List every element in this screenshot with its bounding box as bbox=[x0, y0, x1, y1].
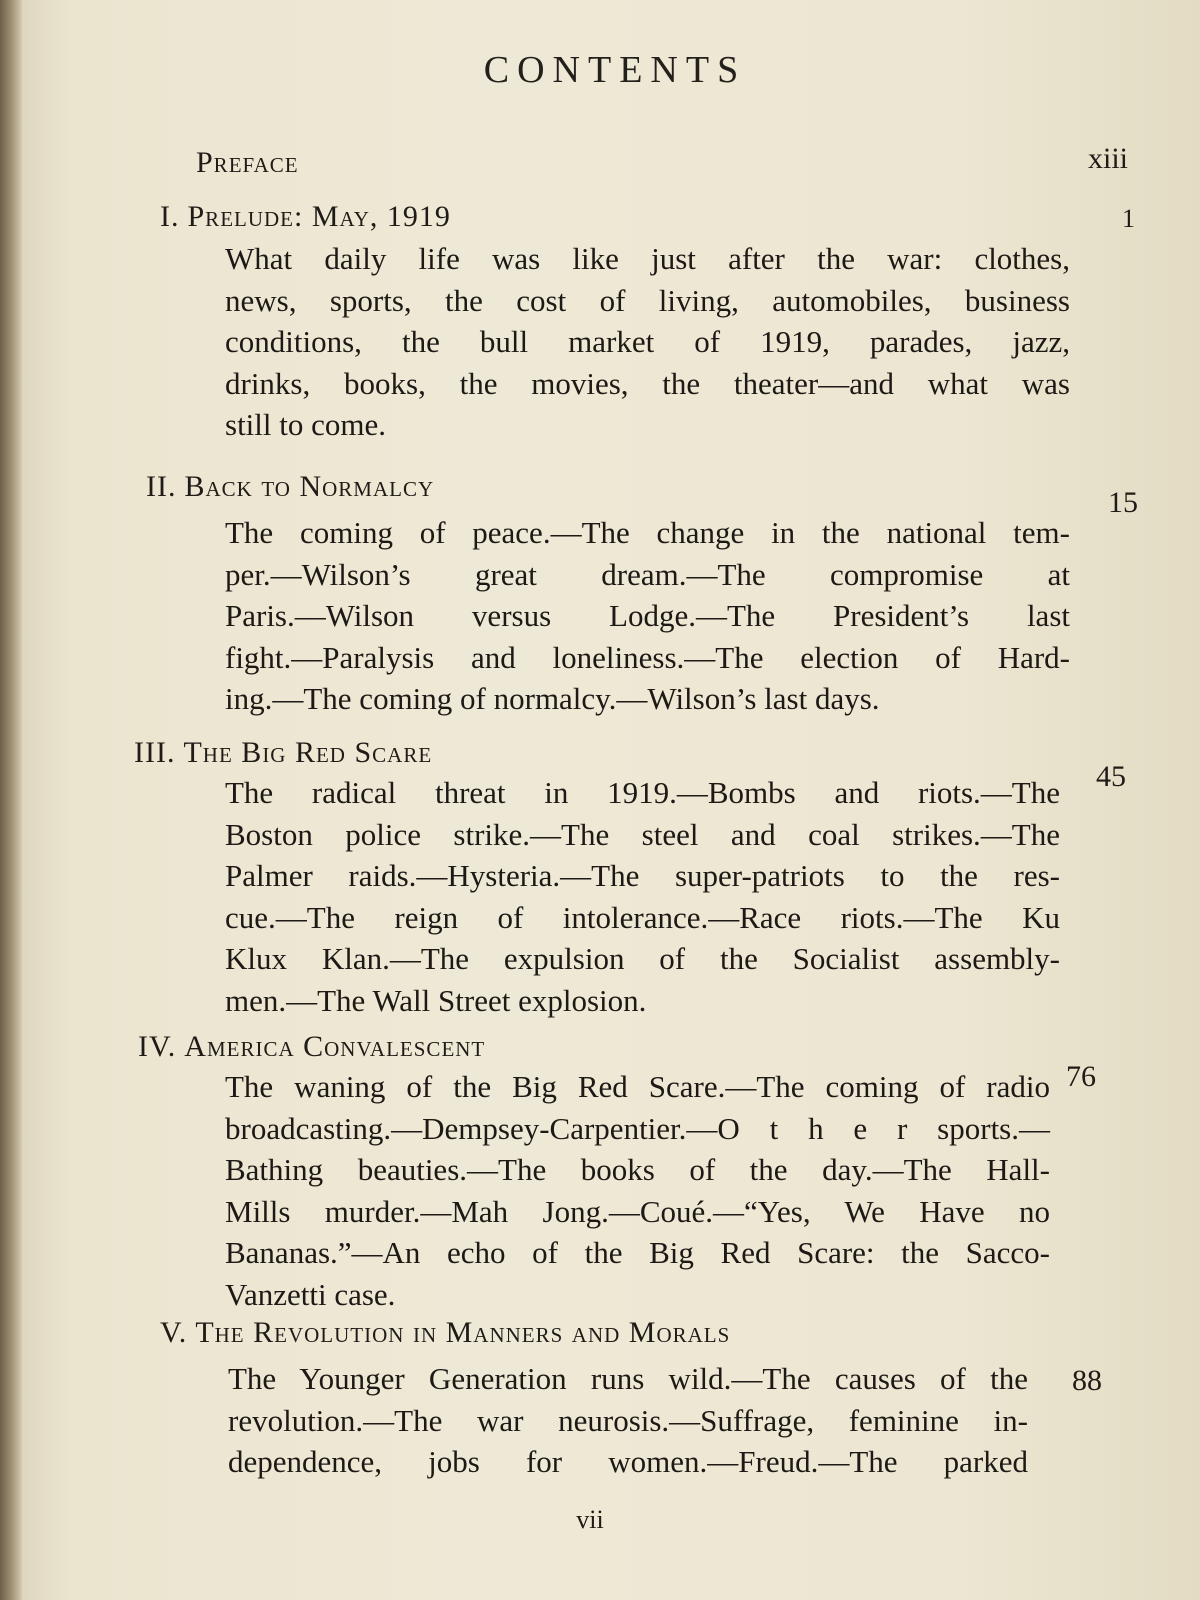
chapter-5-summary-line: dependence, jobs for women.—Freud.—The parked bbox=[228, 1444, 1028, 1479]
chapter-3-summary-line: Palmer raids.—Hysteria.—The super-patriots to the res- bbox=[225, 858, 1060, 893]
chapter-5-heading bbox=[160, 1316, 730, 1350]
chapter-4-title: America Convalescent bbox=[184, 1030, 486, 1063]
chapter-4-page-number: 76 bbox=[1066, 1060, 1096, 1093]
chapter-4-summary-line: Vanzetti case. bbox=[225, 1276, 396, 1312]
page-title: CONTENTS bbox=[483, 49, 747, 91]
chapter-4-summary-line: broadcasting.—Dempsey-Carpentier.—O t h e r sports.— bbox=[225, 1110, 1050, 1146]
chapter-5-summary-line: The Younger Generation runs wild.—The causes of the bbox=[228, 1361, 1028, 1396]
chapter-2-summary-line: The coming of peace.—The change in the national tem- bbox=[225, 515, 1070, 550]
chapter-5-page-number: 88 bbox=[1072, 1364, 1102, 1397]
chapter-5-summary-line: revolution.—The war neurosis.—Suffrage, feminine in- bbox=[228, 1402, 1028, 1438]
chapter-3-title: The Big Red Scare bbox=[183, 736, 433, 769]
chapter-4-summary-line: Mills murder.—Mah Jong.—Coué.—“Yes, We Have no bbox=[225, 1193, 1050, 1229]
chapter-2-title: Back to Normalcy bbox=[184, 470, 435, 503]
chapter-5-title: The Revolution in Manners and Morals bbox=[195, 1316, 731, 1349]
chapter-1-summary-line: drinks, books, the movies, the theater—and what was bbox=[225, 365, 1070, 401]
chapter-1-title: Prelude: May, 1919 bbox=[187, 200, 451, 233]
page-folio: vii bbox=[576, 1505, 604, 1534]
chapter-3-page-number: 45 bbox=[1096, 760, 1126, 793]
chapter-5-summary bbox=[228, 1358, 1028, 1483]
chapter-2-page-number: 15 bbox=[1108, 486, 1138, 519]
chapter-3-summary-line: Klux Klan.—The expulsion of the Socialist assembly- bbox=[225, 941, 1060, 976]
chapter-1-numeral: I. bbox=[160, 200, 180, 233]
chapter-1-summary-line: What daily life was like just after the war: clothes, bbox=[225, 241, 1070, 276]
chapter-3-summary-line: men.—The Wall Street explosion. bbox=[225, 982, 647, 1018]
chapter-1-summary bbox=[225, 238, 1070, 446]
chapter-4-summary-line: Bathing beauties.—The books of the day.—The Hall- bbox=[225, 1152, 1050, 1187]
preface-page-number: xiii bbox=[1088, 142, 1129, 175]
chapter-2-summary-line: per.—Wilson’s great dream.—The compromise at bbox=[225, 556, 1070, 592]
preface-label: Preface bbox=[196, 146, 299, 179]
chapter-3-summary bbox=[225, 772, 1060, 1021]
chapter-1-heading bbox=[160, 200, 451, 234]
chapter-4-numeral: IV. bbox=[138, 1030, 177, 1063]
preface-entry bbox=[196, 146, 299, 180]
chapter-3-numeral: III. bbox=[134, 736, 176, 769]
chapter-2-summary-line: Paris.—Wilson versus Lodge.—The President’s last bbox=[225, 598, 1070, 633]
chapter-3-summary-line: The radical threat in 1919.—Bombs and riots.—The bbox=[225, 775, 1060, 810]
chapter-3-summary-line: Boston police strike.—The steel and coal strikes.—The bbox=[225, 816, 1060, 852]
chapter-1-summary-line: news, sports, the cost of living, automobiles, business bbox=[225, 282, 1070, 318]
chapter-2-heading bbox=[146, 470, 434, 504]
chapter-1-summary-line: still to come. bbox=[225, 407, 387, 442]
chapter-3-summary-line: cue.—The reign of intolerance.—Race riots.—The Ku bbox=[225, 899, 1060, 935]
chapter-2-numeral: II. bbox=[146, 470, 177, 503]
chapter-4-summary-line: Bananas.”—An echo of the Big Red Scare: the Sacco- bbox=[225, 1235, 1050, 1270]
chapter-4-summary-line: The waning of the Big Red Scare.—The coming of radio bbox=[225, 1069, 1050, 1104]
chapter-1-page-number: 1 bbox=[1122, 204, 1135, 233]
chapter-2-summary bbox=[225, 512, 1070, 720]
chapter-2-summary-line: ing.—The coming of normalcy.—Wilson’s last days. bbox=[225, 681, 880, 716]
chapter-5-numeral: V. bbox=[160, 1316, 188, 1349]
chapter-4-summary bbox=[225, 1066, 1050, 1315]
chapter-3-heading bbox=[134, 736, 432, 770]
chapter-2-summary-line: fight.—Paralysis and loneliness.—The election of Hard- bbox=[225, 639, 1070, 675]
chapter-1-summary-line: conditions, the bull market of 1919, parades, jazz, bbox=[225, 324, 1070, 359]
chapter-4-heading bbox=[138, 1030, 485, 1064]
book-gutter bbox=[0, 0, 22, 1600]
